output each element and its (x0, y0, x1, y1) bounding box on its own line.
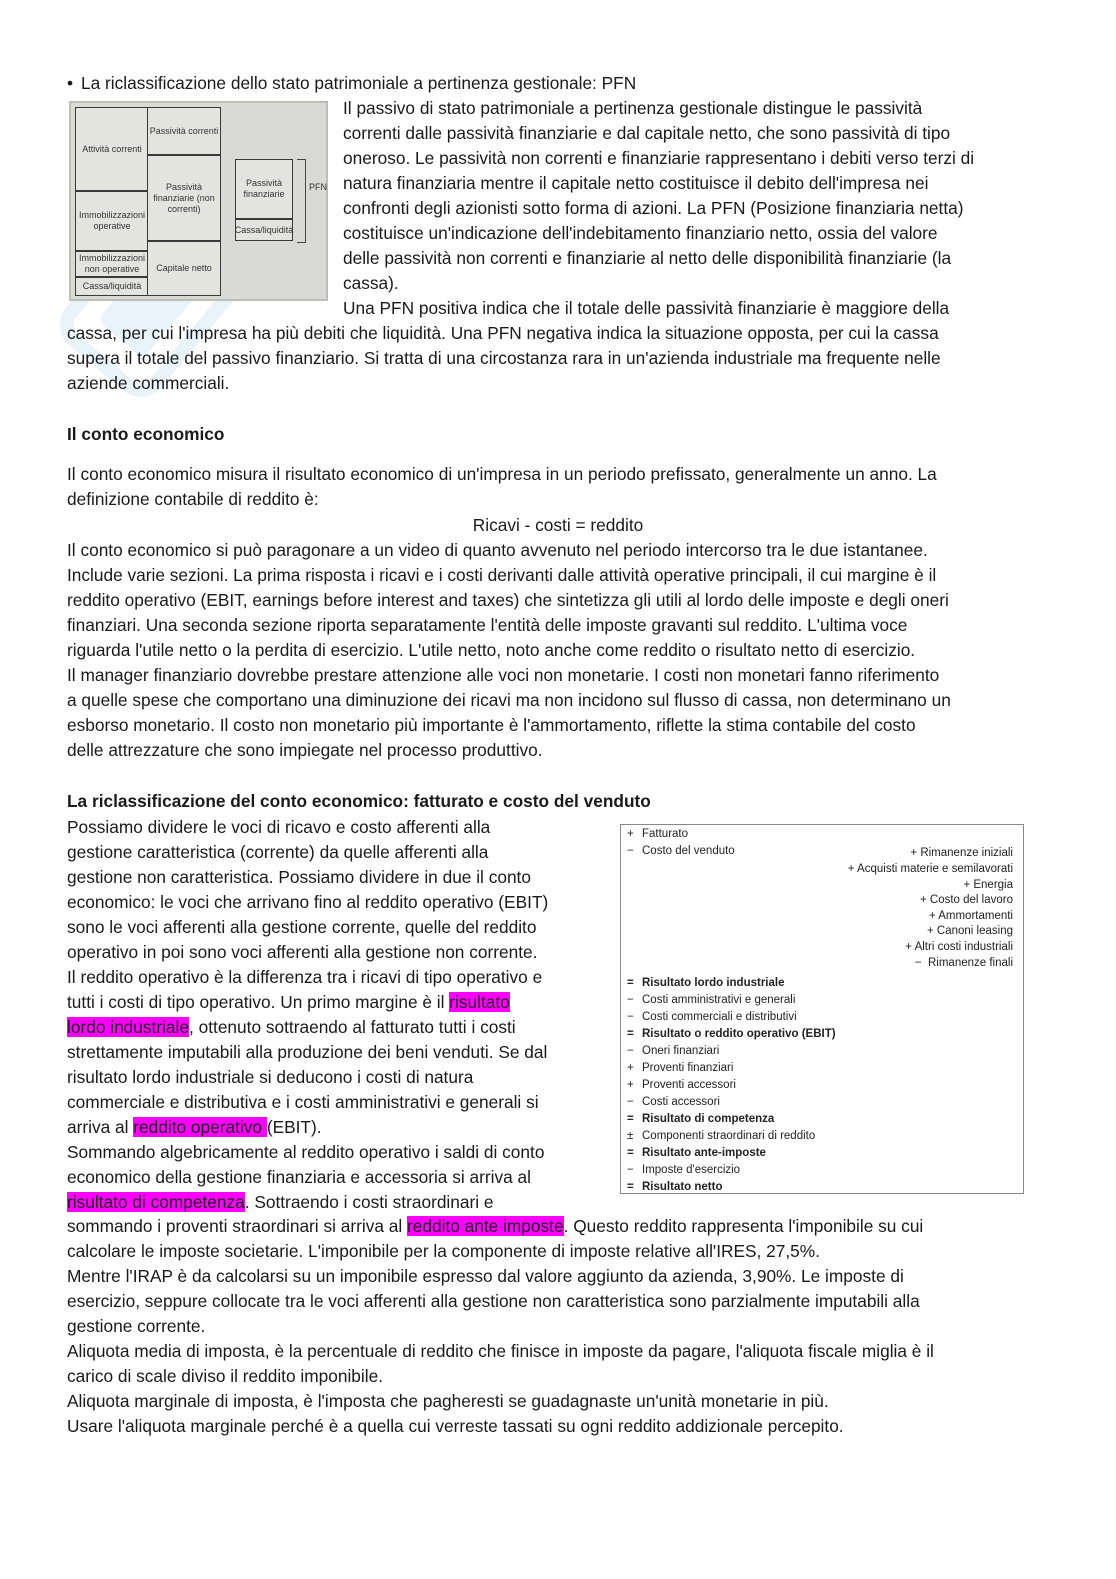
ce-row-ris-comp: = Risultato di competenza (627, 1113, 775, 1125)
highlight-risultato: risultato (449, 992, 510, 1012)
ce-row-acquisti: + Acquisti materie e semilavorati (847, 863, 1013, 875)
heading-conto-economico: Il conto economico (67, 424, 225, 444)
pfn-description: Il passivo di stato patrimoniale a pertinenza gestionale distingue le passività correnti dalle passività finanziarie e dal capitale netto, che sono passività di tipo oneroso. Le passività non correnti e finanziarie rappresentano i debiti verso terzi di natura finanziaria mentre il capitale netto costituisce il debito dell'impresa nei confronti degli azionisti sotto forma di azioni. La PFN (Posizione finanziaria netta) costituisce un'indicazione dell'indebitamento finanziario netto, ossia del valore delle passività non correnti e finanziarie al netto delle disponibilità finanziarie (la cassa). (343, 98, 975, 293)
ce-row-altri-costi: + Altri costi industriali (905, 941, 1013, 953)
ce-row-ris-netto: = Risultato netto (627, 1181, 723, 1193)
fig-passivita-finanziarie: Passività finanziarie (non correnti) (147, 155, 221, 241)
ce-row-proventi-fin: + Proventi finanziari (627, 1062, 734, 1074)
riclassificazione-paragraph: Possiamo dividere le voci di ricavo e costo afferenti alla gestione caratteristica (corrente) da quelle afferenti alla gestione non caratteristica. Possiamo dividere in due il conto economico: le voci che arrivano fino al reddito operativo (EBIT) sono le voci afferenti alla gestione corrente, quelle del reddito operativo in poi sono voci afferenti alla gestione non corrente. Il reddito operativo è la differenza tra i ricavi di tipo operativo e tutti i costi di tipo operativo. Un primo margine è il risultato lordo industriale, ottenuto sottraendo al fatturato tutti i costi strettamente imputabili alla produzione dei beni venduti. Se dal risultato lordo industriale si deducono i costi di natura commerciale e distributiva e i costi amministrativi e generali si arriva al reddito operativo (EBIT). Sommando algebricamente al reddito operativo i saldi di conto economico della gestione finanziaria e accessoria si arriva al risultato di competenza. Sottraendo i costi straordinari e (67, 817, 549, 1212)
highlight-risultato-competenza: risultato di competenza (67, 1192, 245, 1212)
pfn-sign-paragraph: Una PFN positiva indica che il totale delle passività finanziarie è maggiore della cassa, per cui l'impresa ha più debiti che liquidità. Una PFN negativa indica la situazione opposta, per cui la cassa supera il totale del passivo finanziario. Si tratta di una circostanza rara in un'azienda industriale ma frequente nelle aziende commerciali. (67, 298, 950, 393)
ce-row-rim-finali: − Rimanenze finali (914, 957, 1013, 969)
fig-capitale-netto: Capitale netto (147, 241, 221, 296)
ce-row-rli: = Risultato lordo industriale (627, 977, 785, 989)
section-heading-pfn: • La riclassificazione dello stato patrimoniale a pertinenza gestionale: PFN (67, 71, 1067, 96)
reddito-formula: Ricavi - costi = reddito (472, 515, 644, 535)
fig-pfn-label: PFN (309, 182, 327, 192)
fig-attivita-correnti: Attività correnti (75, 107, 149, 191)
highlight-reddito-ante-imposte: reddito ante imposte (407, 1216, 564, 1236)
ce-row-costi-acc: − Costi accessori (627, 1096, 720, 1108)
fig-cassa-left: Cassa/liquidità (75, 277, 149, 296)
ce-row-costi-comm: − Costi commerciali e distributivi (627, 1011, 797, 1023)
fig-immob-operative: Immobilizzazioni operative (75, 191, 149, 251)
ce-body-paragraph: Il conto economico si può paragonare a un video di quanto avvenuto nel periodo intercorso tra le due istantanee. Include varie sezioni. La prima risposta i ricavi e i costi derivanti dalle attività operative principali, il cui margine è il reddito operativo (EBIT, earnings before interest and taxes) che sintetizza gli utili al lordo delle imposte e degli oneri finanziari. Una seconda sezione riporta separatamente l'entità delle imposte gravanti sul reddito. L'ultima voce riguarda l'utile netto o la perdita di esercizio. L'utile netto, noto anche come reddito o risultato netto di esercizio. Il manager finanziario dovrebbe prestare attenzione alle voci non monetarie. I costi non monetari fanno riferimento a quelle spese che comportano una diminuzione dei ricavi ma non incidono sul flusso di cassa, non determinano un esborso monetario. Il costo non monetario più importante è l'ammortamento, riflette la stima contabile del costo delle attrezzature che sono impiegate nel processo produttivo. (67, 540, 951, 760)
ce-row-comp-straord: ± Componenti straordinari di reddito (627, 1130, 816, 1142)
heading-riclassificazione-ce: La riclassificazione del conto economico: fatturato e costo del venduto (67, 791, 651, 811)
ce-row-rim-iniziali: + Rimanenze iniziali (910, 847, 1013, 859)
ce-row-ebit: = Risultato o reddito operativo (EBIT) (627, 1028, 836, 1040)
fig-pf-small: Passività finanziarie (235, 159, 293, 219)
fig-brace (297, 159, 306, 243)
ce-intro-paragraph: Il conto economico misura il risultato economico di un'impresa in un periodo prefissato, generalmente un anno. La definizione contabile di reddito è: (67, 464, 937, 509)
ce-row-costo-venduto: − Costo del venduto (627, 845, 735, 857)
ce-row-canoni: + Canoni leasing (926, 925, 1013, 937)
bullet-icon: • (67, 73, 74, 93)
ce-row-fatturato: + Fatturato (627, 828, 689, 840)
ce-row-costo-lavoro: + Costo del lavoro (919, 894, 1013, 906)
fig-cassa-small: Cassa/liquidità (235, 219, 293, 241)
ce-row-proventi-acc: + Proventi accessori (627, 1079, 736, 1091)
highlight-reddito-operativo: reddito operativo (133, 1117, 267, 1137)
imposte-paragraph: sommando i proventi straordinari si arriva al reddito ante imposte. Questo reddito rappresenta l'imponibile su cui calcolare le imposte societarie. L'imponibile per la componente di imposte relative all'IRES, 27,5%. Mentre l'IRAP è da calcolarsi su un imponibile espresso dal valore aggiunto da azienda, 3,90%. Le imposte di esercizio, seppure collocate tra le voci afferenti alla gestione non caratteristica sono parzialmente imputabili alla gestione corrente. Aliquota media di imposta, è la percentuale di reddito che finisce in imposte da pagare, l'aliquota fiscale miglia è il carico di scale diviso il reddito imponibile. Aliquota marginale di imposta, è l'imposta che pagheresti se guadagnaste un'unità monetarie in più. Usare l'aliquota marginale perché è a quella cui verreste tassati su ogni reddito addizionale percepito. (67, 1216, 934, 1436)
fig-immob-non-operative: Immobilizzazioni non operative (75, 251, 149, 277)
balance-sheet-figure (69, 101, 328, 301)
ce-row-ammortamenti: + Ammortamenti (928, 910, 1013, 922)
fig-passivita-correnti: Passività correnti (147, 107, 221, 155)
highlight-lordo-industriale: lordo industriale (67, 1017, 189, 1037)
ce-row-costi-amm: − Costi amministrativi e generali (627, 994, 796, 1006)
ce-row-energia: + Energia (963, 879, 1013, 891)
conto-economico-table (620, 824, 1024, 1194)
ce-row-imposte: − Imposte d'esercizio (627, 1164, 741, 1176)
ce-row-oneri-fin: − Oneri finanziari (627, 1045, 720, 1057)
ce-row-ris-ante: = Risultato ante-imposte (627, 1147, 766, 1159)
